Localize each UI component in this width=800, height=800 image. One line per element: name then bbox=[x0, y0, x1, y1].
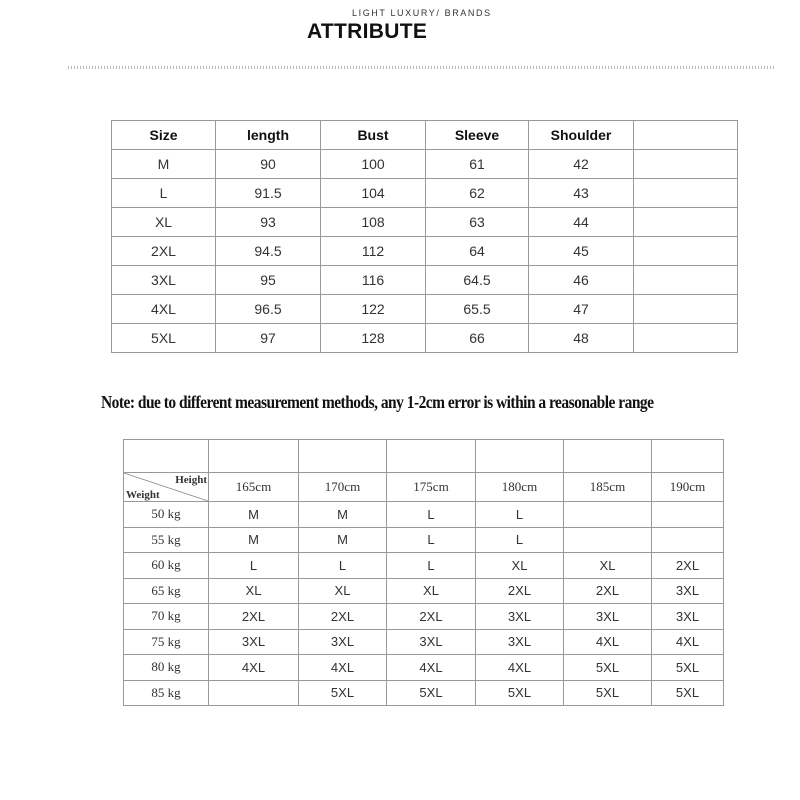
recommended-size-cell bbox=[564, 502, 652, 528]
size-table-row bbox=[112, 179, 738, 208]
size-table-cell: 2XL bbox=[112, 237, 216, 266]
recommended-size-cell: 3XL bbox=[387, 629, 476, 655]
height-header-cell: 190cm bbox=[652, 473, 724, 502]
fit-table-corner-cell bbox=[124, 473, 209, 502]
recommended-size-cell: 5XL bbox=[299, 680, 387, 706]
size-table-row bbox=[112, 237, 738, 266]
size-table-cell: 64 bbox=[426, 237, 529, 266]
size-table-cell: 3XL bbox=[112, 266, 216, 295]
size-table-cell: 63 bbox=[426, 208, 529, 237]
size-table-cell: 62 bbox=[426, 179, 529, 208]
size-table-cell: 66 bbox=[426, 324, 529, 353]
recommended-size-cell: 2XL bbox=[209, 604, 299, 630]
size-table-cell: 128 bbox=[321, 324, 426, 353]
recommended-size-cell: L bbox=[476, 527, 564, 553]
size-table-header-cell: Bust bbox=[321, 121, 426, 150]
recommended-size-cell: M bbox=[209, 502, 299, 528]
recommended-size-cell: L bbox=[209, 553, 299, 579]
recommended-size-cell: 4XL bbox=[652, 629, 724, 655]
recommended-size-cell: XL bbox=[209, 578, 299, 604]
size-table-cell bbox=[634, 266, 738, 295]
size-table-cell bbox=[634, 295, 738, 324]
size-table-row bbox=[112, 295, 738, 324]
recommended-size-cell: 3XL bbox=[652, 604, 724, 630]
weight-label-cell: 80 kg bbox=[124, 655, 209, 681]
size-table-header-cell: Sleeve bbox=[426, 121, 529, 150]
size-table-cell: 45 bbox=[529, 237, 634, 266]
size-table-cell: 94.5 bbox=[216, 237, 321, 266]
weight-axis-label: Weight bbox=[126, 489, 160, 501]
measurement-note: Note: due to different measurement methods, any 1-2cm error is within a reasonable range bbox=[101, 392, 654, 412]
recommended-size-cell: 5XL bbox=[387, 680, 476, 706]
height-header-cell: 185cm bbox=[564, 473, 652, 502]
size-table-cell: 46 bbox=[529, 266, 634, 295]
recommended-size-cell: 3XL bbox=[476, 629, 564, 655]
weight-label-cell: 75 kg bbox=[124, 629, 209, 655]
fit-table-row bbox=[124, 553, 724, 579]
recommended-size-cell: M bbox=[299, 527, 387, 553]
height-weight-fit-table bbox=[123, 439, 724, 706]
recommended-size-cell: 2XL bbox=[387, 604, 476, 630]
recommended-size-cell bbox=[652, 502, 724, 528]
recommended-size-cell: 3XL bbox=[652, 578, 724, 604]
fit-table-row bbox=[124, 527, 724, 553]
recommended-size-cell: 3XL bbox=[564, 604, 652, 630]
height-header-cell: 175cm bbox=[387, 473, 476, 502]
size-table-cell: 108 bbox=[321, 208, 426, 237]
recommended-size-cell bbox=[209, 680, 299, 706]
size-table-cell: 90 bbox=[216, 150, 321, 179]
recommended-size-cell: 5XL bbox=[652, 655, 724, 681]
size-table-row bbox=[112, 150, 738, 179]
size-table-cell: XL bbox=[112, 208, 216, 237]
size-table-cell: 116 bbox=[321, 266, 426, 295]
height-header-cell: 180cm bbox=[476, 473, 564, 502]
weight-label-cell: 55 kg bbox=[124, 527, 209, 553]
size-table-row bbox=[112, 266, 738, 295]
size-table-cell: M bbox=[112, 150, 216, 179]
size-table-cell bbox=[634, 208, 738, 237]
height-header-cell: 165cm bbox=[209, 473, 299, 502]
size-table-header-cell bbox=[634, 121, 738, 150]
page-title: ATTRIBUTE bbox=[307, 20, 428, 43]
recommended-size-cell: 3XL bbox=[209, 629, 299, 655]
recommended-size-cell: 4XL bbox=[299, 655, 387, 681]
size-table-cell bbox=[634, 179, 738, 208]
recommended-size-cell: XL bbox=[476, 553, 564, 579]
recommended-size-cell: L bbox=[387, 553, 476, 579]
recommended-size-cell: XL bbox=[299, 578, 387, 604]
recommended-size-cell: L bbox=[476, 502, 564, 528]
size-table-cell bbox=[634, 324, 738, 353]
recommended-size-cell: 5XL bbox=[564, 680, 652, 706]
recommended-size-cell: XL bbox=[387, 578, 476, 604]
recommended-size-cell: 3XL bbox=[299, 629, 387, 655]
size-table-header-cell: length bbox=[216, 121, 321, 150]
size-table-cell: 104 bbox=[321, 179, 426, 208]
weight-label-cell: 50 kg bbox=[124, 502, 209, 528]
recommended-size-cell: L bbox=[387, 502, 476, 528]
size-table-header-cell: Shoulder bbox=[529, 121, 634, 150]
size-table-cell: 43 bbox=[529, 179, 634, 208]
size-table-cell: 61 bbox=[426, 150, 529, 179]
fit-table-row bbox=[124, 502, 724, 528]
size-table-cell: 65.5 bbox=[426, 295, 529, 324]
recommended-size-cell: 2XL bbox=[476, 578, 564, 604]
recommended-size-cell: L bbox=[387, 527, 476, 553]
size-table-row bbox=[112, 324, 738, 353]
recommended-size-cell: 4XL bbox=[209, 655, 299, 681]
dotted-divider bbox=[68, 66, 774, 69]
size-table-header-cell: Size bbox=[112, 121, 216, 150]
size-table-header-row bbox=[112, 121, 738, 150]
fit-table-row bbox=[124, 578, 724, 604]
size-table-cell bbox=[634, 150, 738, 179]
size-table-cell: 4XL bbox=[112, 295, 216, 324]
recommended-size-cell: 5XL bbox=[652, 680, 724, 706]
size-table-cell: 64.5 bbox=[426, 266, 529, 295]
weight-label-cell: 65 kg bbox=[124, 578, 209, 604]
brand-subtitle: LIGHT LUXURY/ BRANDS bbox=[352, 8, 492, 18]
recommended-size-cell: 2XL bbox=[652, 553, 724, 579]
height-header-cell: 170cm bbox=[299, 473, 387, 502]
fit-table-row bbox=[124, 604, 724, 630]
fit-table-header-row bbox=[124, 473, 724, 502]
recommended-size-cell: M bbox=[209, 527, 299, 553]
recommended-size-cell: M bbox=[299, 502, 387, 528]
weight-label-cell: 60 kg bbox=[124, 553, 209, 579]
size-table-cell: 100 bbox=[321, 150, 426, 179]
fit-table-blank-row bbox=[124, 440, 724, 473]
size-table-cell: L bbox=[112, 179, 216, 208]
recommended-size-cell: 5XL bbox=[476, 680, 564, 706]
size-table-cell: 42 bbox=[529, 150, 634, 179]
size-table-cell: 112 bbox=[321, 237, 426, 266]
recommended-size-cell: XL bbox=[564, 553, 652, 579]
size-table-row bbox=[112, 208, 738, 237]
size-table-cell: 48 bbox=[529, 324, 634, 353]
size-table-cell: 44 bbox=[529, 208, 634, 237]
size-table-cell: 91.5 bbox=[216, 179, 321, 208]
height-axis-label: Height bbox=[175, 474, 207, 486]
recommended-size-cell: 4XL bbox=[387, 655, 476, 681]
size-measurement-table bbox=[111, 120, 738, 353]
recommended-size-cell: 4XL bbox=[564, 629, 652, 655]
corner-diagonal bbox=[124, 473, 208, 501]
size-table-cell: 5XL bbox=[112, 324, 216, 353]
weight-label-cell: 85 kg bbox=[124, 680, 209, 706]
size-table-cell: 122 bbox=[321, 295, 426, 324]
weight-label-cell: 70 kg bbox=[124, 604, 209, 630]
size-table-cell: 97 bbox=[216, 324, 321, 353]
size-table-cell: 93 bbox=[216, 208, 321, 237]
recommended-size-cell: 5XL bbox=[564, 655, 652, 681]
recommended-size-cell bbox=[652, 527, 724, 553]
size-table-cell: 47 bbox=[529, 295, 634, 324]
fit-table-row bbox=[124, 680, 724, 706]
size-table-cell bbox=[634, 237, 738, 266]
recommended-size-cell: 2XL bbox=[564, 578, 652, 604]
recommended-size-cell: 3XL bbox=[476, 604, 564, 630]
fit-table-row bbox=[124, 629, 724, 655]
recommended-size-cell: 2XL bbox=[299, 604, 387, 630]
recommended-size-cell: L bbox=[299, 553, 387, 579]
recommended-size-cell: 4XL bbox=[476, 655, 564, 681]
recommended-size-cell bbox=[564, 527, 652, 553]
fit-table-row bbox=[124, 655, 724, 681]
size-table-cell: 96.5 bbox=[216, 295, 321, 324]
size-table-cell: 95 bbox=[216, 266, 321, 295]
